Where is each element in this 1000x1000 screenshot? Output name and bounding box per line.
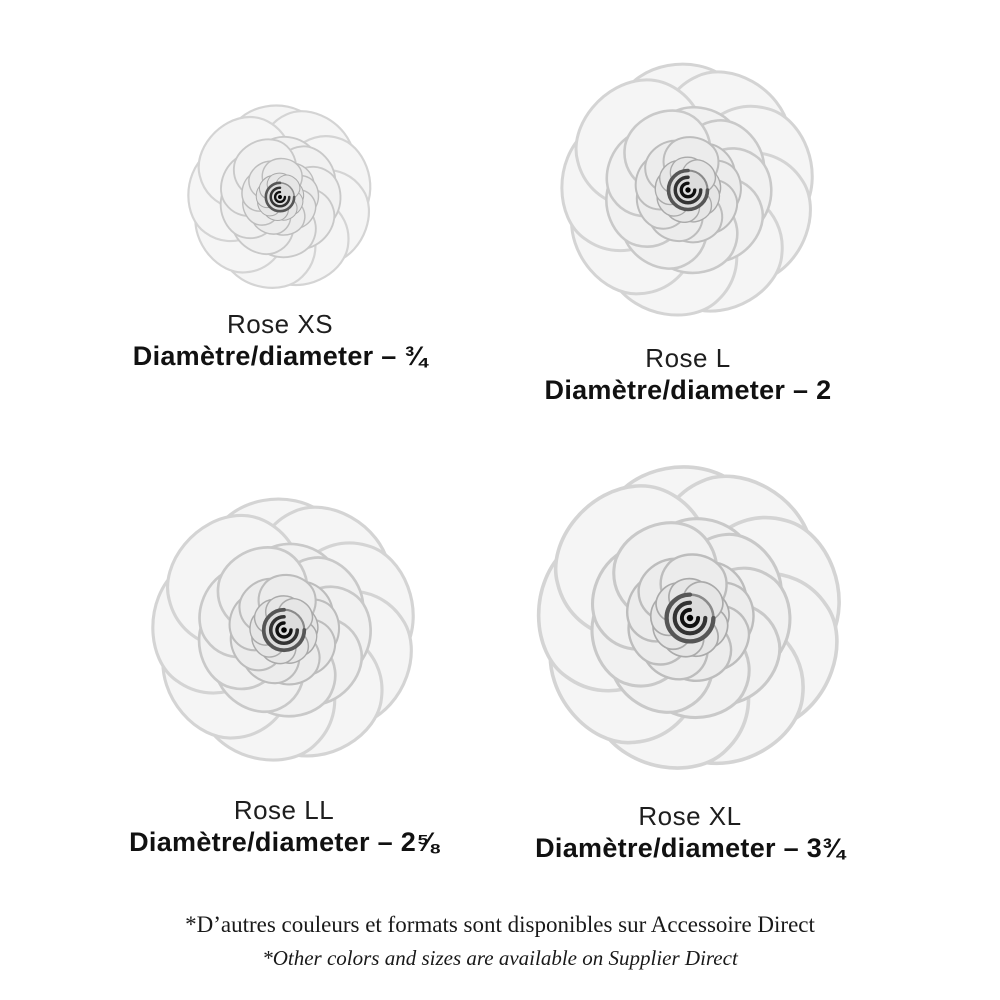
- footnote-english: *Other colors and sizes are available on Supplier Direct: [262, 946, 738, 970]
- rose-name-label: Rose XS: [226, 309, 334, 339]
- rose-xs-caption: [133, 308, 427, 373]
- rose-diameter-label: Diamètre/diameter – ¾: [132, 341, 428, 371]
- rose-size-card-ll: [120, 474, 448, 859]
- rose-name-label: Rose LL: [233, 795, 335, 825]
- rose-diameter-label: Diamètre/diameter – 2⅝: [129, 827, 439, 857]
- rose-xl-caption: [535, 800, 845, 865]
- rose-xs-image: [171, 88, 389, 306]
- rose-l-caption: [545, 342, 832, 407]
- rose-size-card-l: [524, 40, 852, 407]
- rose-l-image: [538, 40, 838, 340]
- rose-diameter-label: Diamètre/diameter – 2: [544, 375, 832, 405]
- rose-xl-image: [510, 438, 870, 798]
- rose-ll-caption: [129, 794, 439, 859]
- footnote-french: *D’autres couleurs et formats sont disponibles sur Accessoire Direct: [185, 912, 815, 937]
- rose-name-label: Rose XL: [638, 801, 742, 831]
- rose-size-card-xs: [116, 88, 444, 373]
- rose-size-card-xl: [506, 438, 874, 865]
- rose-name-label: Rose L: [645, 343, 731, 373]
- rose-ll-image: [128, 474, 440, 786]
- footnotes: [0, 910, 1000, 972]
- rose-diameter-label: Diamètre/diameter – 3¾: [535, 833, 845, 863]
